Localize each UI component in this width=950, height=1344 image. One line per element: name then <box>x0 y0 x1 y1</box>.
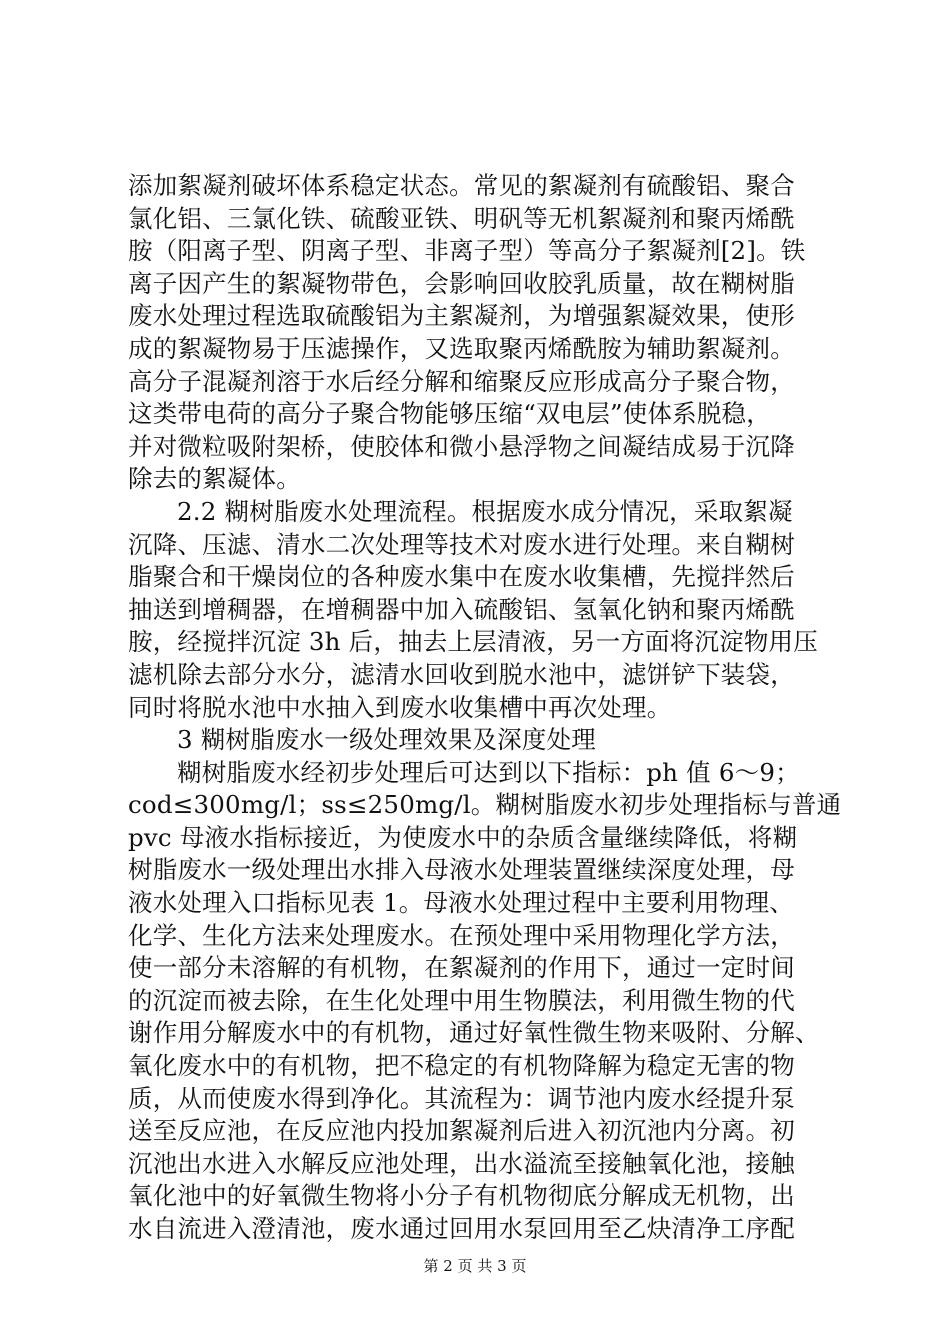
text-line: 糊树脂废水经初步处理后可达到以下指标：ph 值 6～9； <box>177 757 800 787</box>
text-line: 沉降、压滤、清水二次处理等技术对废水进行处理。来自糊树 <box>128 529 795 559</box>
body-text <box>128 170 842 1246</box>
text-line: 树脂废水一级处理出水排入母液水处理装置继续深度处理，母 <box>128 855 795 885</box>
text-line: 添加絮凝剂破坏体系稳定状态。常见的絮凝剂有硫酸铝、聚合 <box>128 171 795 200</box>
text-line: 脂聚合和干燥岗位的各种废水集中在废水收集槽，先搅拌然后 <box>128 562 795 592</box>
text-line: 并对微粒吸附架桥，使胶体和微小悬浮物之间凝结成易于沉降 <box>128 431 795 461</box>
page-number-footer: 第 2 页 共 3 页 <box>423 1257 527 1275</box>
text-line: 高分子混凝剂溶于水后经分解和缩聚反应形成高分子聚合物， <box>128 366 795 396</box>
text-line: 这类带电荷的高分子聚合物能够压缩“双电层”使体系脱稳， <box>128 399 771 429</box>
section-heading-3: 3 糊树脂废水一级处理效果及深度处理 <box>177 725 596 755</box>
text-line: 滤机除去部分水分，滤清水回收到脱水池中，滤饼铲下装袋， <box>128 659 795 689</box>
text-line: 氯化铝、三氯化铁、硫酸亚铁、明矾等无机絮凝剂和聚丙烯酰 <box>128 203 795 233</box>
text-line: 的沉淀而被去除，在生化处理中用生物膜法，利用微生物的代 <box>128 985 795 1015</box>
text-line: 液水处理入口指标见表 1。母液水处理过程中主要利用物理、 <box>128 888 794 918</box>
text-line: 氧化废水中的有机物，把不稳定的有机物降解为稳定无害的物 <box>128 1051 795 1081</box>
text-line: 废水处理过程选取硫酸铝为主絮凝剂，为增强絮凝效果，使形 <box>128 301 795 331</box>
text-line: 胺，经搅拌沉淀 3h 后，抽去上层清液，另一方面将沉淀物用压 <box>128 627 818 657</box>
text-line: 谢作用分解废水中的有机物，通过好氧性微生物来吸附、分解、 <box>128 1018 820 1048</box>
text-line: 成的絮凝物易于压滤操作，又选取聚丙烯酰胺为辅助絮凝剂。 <box>128 333 795 363</box>
text-line: 离子因产生的絮凝物带色，会影响回收胶乳质量，故在糊树脂 <box>128 268 795 298</box>
text-line: 化学、生化方法来处理废水。在预处理中采用物理化学方法， <box>128 920 795 950</box>
text-line: 氧化池中的好氧微生物将小分子有机物彻底分解成无机物，出 <box>128 1181 795 1211</box>
text-line: 同时将脱水池中水抽入到废水收集槽中再次处理。 <box>128 692 672 722</box>
text-line: 沉池出水进入水解反应池处理，出水溢流至接触氧化池，接触 <box>128 1148 795 1178</box>
text-line: cod≤300mg/l；ss≤250mg/l。糊树脂废水初步处理指标与普通 <box>128 790 842 820</box>
section-heading-2-2: 2.2 糊树脂废水处理流程。根据废水成分情况，采取絮凝 <box>177 496 793 526</box>
text-line: 除去的絮凝体。 <box>128 464 301 494</box>
text-line: 抽送到增稠器，在增稠器中加入硫酸铝、氢氧化钠和聚丙烯酰 <box>128 594 795 624</box>
text-line: 质，从而使废水得到净化。其流程为：调节池内废水经提升泵 <box>128 1083 795 1113</box>
text-line: 水自流进入澄清池，废水通过回用水泵回用至乙炔清净工序配 <box>128 1214 795 1243</box>
text-line: 使一部分未溶解的有机物，在絮凝剂的作用下，通过一定时间 <box>128 953 795 983</box>
text-line: 胺（阳离子型、阴离子型、非离子型）等高分子絮凝剂[2]。铁 <box>128 236 806 266</box>
text-line: 送至反应池，在反应池内投加絮凝剂后进入初沉池内分离。初 <box>128 1116 795 1146</box>
text-line: pvc 母液水指标接近，为使废水中的杂质含量继续降低，将糊 <box>128 822 798 852</box>
